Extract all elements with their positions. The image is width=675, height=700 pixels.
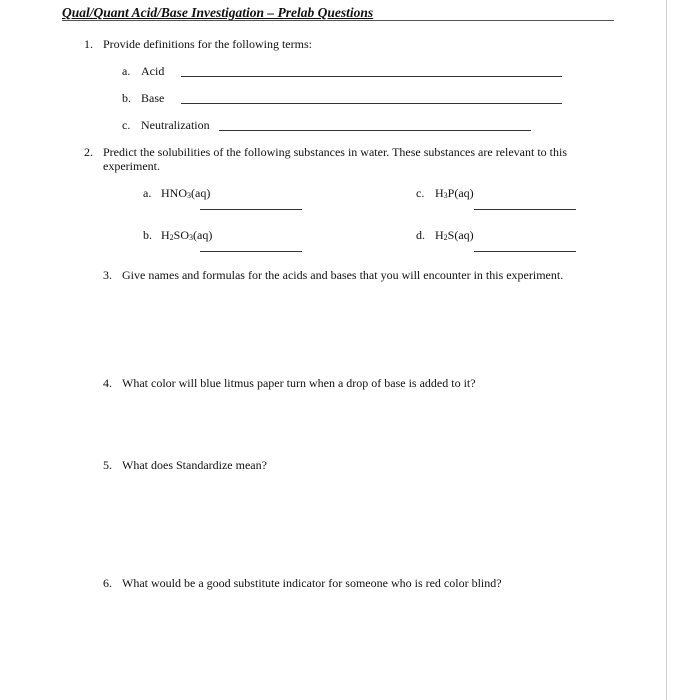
q2-d-formula: $H_2S(aq)$ xyxy=(435,228,474,242)
title-divider xyxy=(62,20,614,21)
q1-a-answer-line[interactable] xyxy=(181,76,562,77)
q6-number: 6. xyxy=(103,576,112,590)
q2-d-letter: d. xyxy=(416,228,425,242)
page-edge xyxy=(666,0,675,700)
q2-c-formula: $H_3P(aq)$ xyxy=(435,186,474,200)
q2-number: 2. xyxy=(84,145,93,159)
q2-c-letter: c. xyxy=(416,186,425,200)
page-title: Qual/Quant Acid/Base Investigation – Prelab Questions xyxy=(62,5,374,20)
q2-a-formula: $HNO_3(aq)$ xyxy=(161,186,211,200)
q2-a-letter: a. xyxy=(143,186,152,200)
q2-a-answer-line[interactable] xyxy=(200,209,302,210)
q1-b-term: Base xyxy=(141,91,165,105)
q2-b-formula: $H_2SO_3(aq)$ xyxy=(161,228,213,242)
q2-b-answer-line[interactable] xyxy=(200,251,302,252)
q4-number: 4. xyxy=(103,376,112,390)
q2-b-letter: b. xyxy=(143,228,152,242)
q5-number: 5. xyxy=(103,458,112,472)
q1-c-letter: c. xyxy=(122,118,131,132)
q3-text: Give names and formulas for the acids and bases that you will encounter in this experiment. xyxy=(122,268,564,282)
q1-c-answer-line[interactable] xyxy=(219,130,531,131)
q4-text: What color will blue litmus paper turn when a drop of base is added to it? xyxy=(122,376,476,390)
q2-d-answer-line[interactable] xyxy=(474,251,576,252)
q1-a-letter: a. xyxy=(122,64,131,78)
q5-text: What does Standardize mean? xyxy=(122,458,267,472)
q3-number: 3. xyxy=(103,268,112,282)
q1-number: 1. xyxy=(84,37,93,51)
q2-c-answer-line[interactable] xyxy=(474,209,576,210)
q1-c-term: Neutralization xyxy=(141,118,210,132)
q6-text: What would be a good substitute indicator for someone who is red color blind? xyxy=(122,576,502,590)
q1-b-letter: b. xyxy=(122,91,131,105)
q2-text: Predict the solubilities of the following substances in water. These substances are relevant to this experiment. xyxy=(103,145,568,173)
q1-a-term: Acid xyxy=(141,64,165,78)
q1-b-answer-line[interactable] xyxy=(181,103,562,104)
q1-text: Provide definitions for the following terms: xyxy=(103,37,312,51)
